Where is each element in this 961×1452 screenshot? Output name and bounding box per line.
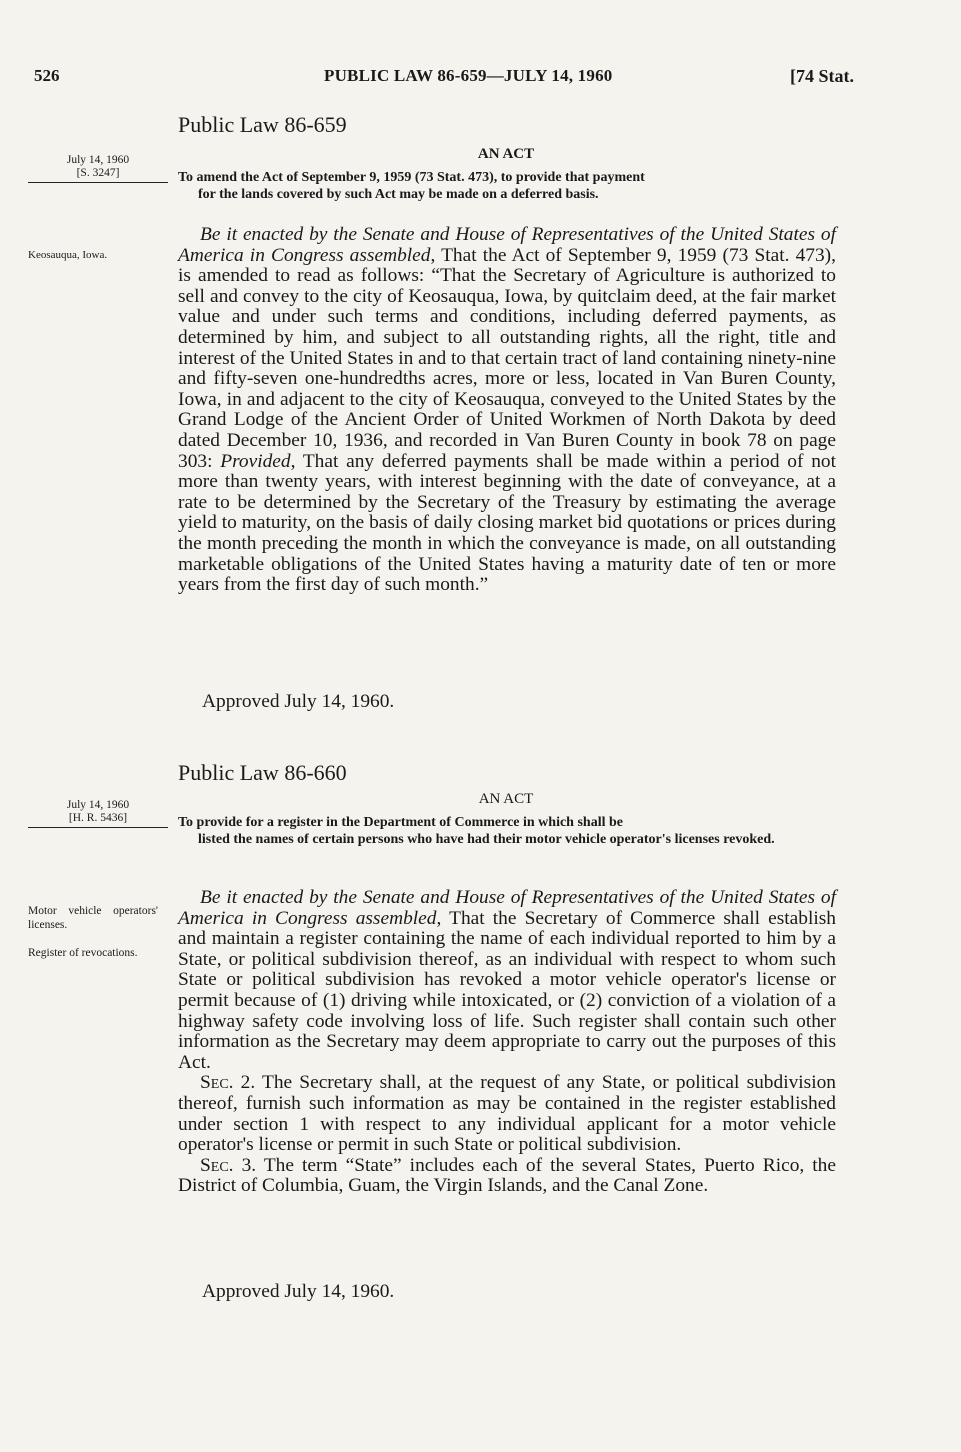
law1-margin-bill: [S. 3247]	[76, 167, 120, 179]
law2-sec1-body: , That the Secretary of Commerce shall establish and maintain a register containing the name of each individual reported to him by a State, or political subdivision thereof, as an individual with respect to whom such State or political subdivision has revoked a motor vehicle operator's license or permit because of (1) driving while intoxicated, or (2) conviction of a violation of a highway safety code involving loss of life. Such register shall contain such other information as the Secretary may deem appropriate to carry out the purposes of this Act.	[178, 907, 836, 1073]
law1-purpose	[178, 169, 836, 203]
law2-sec3-body: The term “State” includes each of the several States, Puerto Rico, the District of Columbia, Guam, the Virgin Islands, and the Canal Zone.	[178, 1154, 836, 1197]
law2-margin-date: July 14, 1960	[66, 799, 130, 811]
running-header	[34, 66, 854, 90]
law2-margin-note1: Motor vehicle operators' licenses.	[28, 905, 158, 931]
law2-section2	[178, 1073, 836, 1155]
law2-sec2-body: The Secretary shall, at the request of any State, or political subdivision thereof, furnish such information as may be contained in the register established under section 1 with respect to any individual applicant for a motor vehicle operator's license or permit in such State or political subdivision.	[178, 1072, 836, 1156]
law1-approved: Approved July 14, 1960.	[202, 691, 395, 712]
law2-section3	[178, 1156, 836, 1197]
law1-body	[178, 225, 836, 596]
law1-an-act: AN ACT	[477, 146, 535, 162]
law2-title: Public Law 86-660	[178, 760, 347, 785]
law1-provided: Provided	[220, 450, 291, 472]
law2-purpose	[178, 814, 836, 848]
law1-body-part1: , That the Act of September 9, 1959 (73 Stat. 473), is amended to read as follows: “That the Secretary of Agriculture is authorized to sell and convey to the city of Keosauqua, Iowa, by quitclaim deed, at the fair market value and under such terms and conditions, including deferred payments, as determined by him, and subject to all outstanding rights, all the right, title and interest of the United States in and to that certain tract of land containing ninety-nine and fifty-seven one-hundredths acres, more or less, located in Van Buren County, Iowa, in and adjacent to the city of Keosauqua, conveyed to the United States by the Grand Lodge of the Ancient Order of United Workmen of North Dakota by deed dated December 10, 1936, and recorded in Van Buren County in book 78 on page 303:	[178, 244, 837, 472]
law1-paragraph	[178, 225, 836, 596]
law1-purpose-line2: for the lands covered by such Act may be made on a deferred basis.	[198, 187, 599, 202]
law2-sec3-label: Sec. 3.	[200, 1154, 257, 1176]
law1-purpose-line1: To amend the Act of September 9, 1959 (73 Stat. 473), to provide that payment	[178, 170, 645, 185]
law2-enacting-clause: Be it enacted by the Senate and House of Representatives of the United States of America in Congress assembled	[178, 887, 836, 929]
law2-sec2-label: Sec. 2.	[200, 1072, 256, 1094]
law2-body	[178, 888, 836, 1197]
law2-an-act: AN ACT	[478, 791, 534, 807]
law1-margin-note: Keosauqua, Iowa.	[28, 249, 108, 261]
page-number: 526	[34, 66, 60, 85]
law1-margin-date: July 14, 1960	[66, 154, 130, 166]
law1-body-part2: , That any deferred payments shall be made within a period of not more than twenty years, with interest beginning with the date of conveyance, at a rate to be determined by the Secretary of the Treasury by estimating the average yield to maturity, on the basis of daily closing market bid quotations or prices during the month preceding the month in which the conveyance is made, on all outstanding marketable obligations of the United States having a maturity date of ten or more years from the first day of such month.”	[178, 450, 836, 596]
law1-enacting-clause: Be it enacted by the Senate and House of Representatives of the United States of America in Congress assembled	[178, 224, 836, 266]
law2-margin-note2: Register of revocations.	[28, 947, 138, 959]
law2-purpose-line1: To provide for a register in the Department of Commerce in which shall be	[178, 815, 623, 830]
law2-approved: Approved July 14, 1960.	[202, 1281, 395, 1302]
law2-margin-bill: [H. R. 5436]	[68, 812, 128, 824]
volume-reference: [74 Stat.	[790, 66, 854, 86]
law2-purpose-line2: listed the names of certain persons who have had their motor vehicle operator's licenses revoked.	[198, 832, 775, 847]
law2-margin-rule	[28, 827, 168, 828]
law1-margin-rule	[28, 182, 168, 183]
law2-section1	[178, 888, 836, 1073]
law1-title: Public Law 86-659	[178, 112, 347, 137]
running-title: PUBLIC LAW 86-659—JULY 14, 1960	[324, 66, 613, 85]
